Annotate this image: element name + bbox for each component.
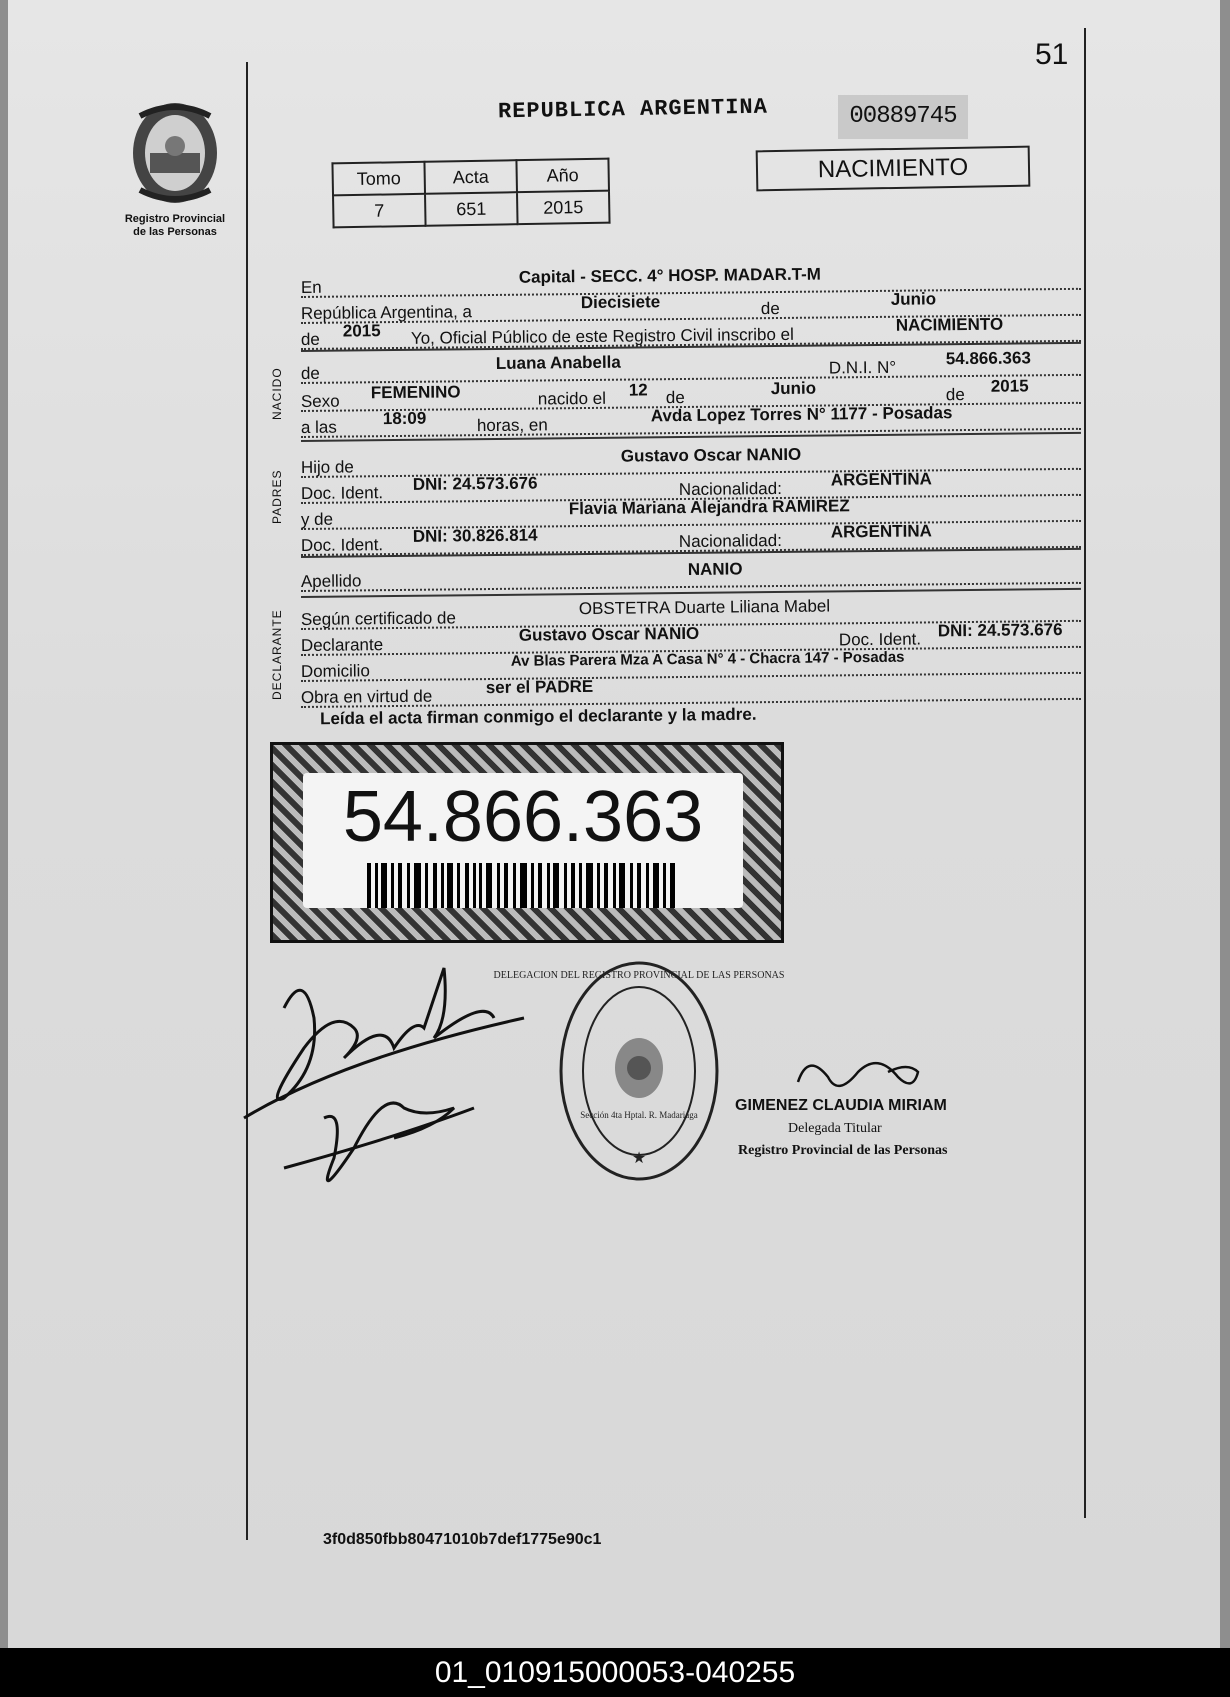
label-de-name: de <box>300 363 320 384</box>
page-number: 51 <box>1035 38 1069 71</box>
label-nacionalidad: Nacionalidad: <box>678 530 782 552</box>
value-tomo: 7 <box>333 194 426 228</box>
value-child-name: Luana Anabella <box>495 352 621 373</box>
left-margin-rule <box>246 62 248 1540</box>
value-time: 18:09 <box>382 408 427 429</box>
value-declarante: Gustavo Oscar NANIO <box>518 623 700 645</box>
signature-officer <box>788 1052 928 1102</box>
table-header-row <box>332 159 609 196</box>
logo-caption <box>108 213 242 239</box>
stamp-ring-text: DELEGACION DEL REGISTRO PROVINCIAL DE LAS PERSONAS <box>493 970 785 981</box>
document-title: REPUBLICA ARGENTINA <box>497 94 769 125</box>
label-officer: Yo, Oficial Público de este Registro Civil inscribo el <box>410 324 794 348</box>
value-father-name: Gustavo Oscar NANIO <box>620 444 802 466</box>
section-label-padres: PADRES <box>270 469 284 524</box>
value-apellido: NANIO <box>687 559 743 579</box>
file-id-strip <box>0 1648 1230 1697</box>
label-y-de: y de <box>300 509 334 530</box>
label-apellido: Apellido <box>300 571 362 592</box>
table-row <box>333 191 610 228</box>
serial-number: 00889745 <box>838 95 968 139</box>
line-apellido <box>301 558 1081 592</box>
label-horas: horas, en <box>476 415 548 436</box>
document-type-box: NACIMIENTO <box>756 146 1031 192</box>
label-de-year: de <box>300 329 320 350</box>
svg-text:★: ★ <box>631 1148 647 1167</box>
label-republica: República Argentina, a <box>300 302 473 324</box>
signatory-role: Delegada Titular <box>788 1121 882 1136</box>
value-birth-day: 12 <box>628 380 648 400</box>
header-ano: Año <box>516 159 609 193</box>
header-tomo: Tomo <box>332 162 425 196</box>
value-father-doc: DNI: 24.573.676 <box>412 473 538 494</box>
label-domicilio: Domicilio <box>300 661 370 682</box>
label-hijo-de: Hijo de <box>300 457 354 478</box>
stamp-inner-text: Sección 4ta Hptal. R. Madariaga <box>580 1110 698 1120</box>
value-birth-month: Junio <box>770 378 817 399</box>
coat-of-arms-logo <box>120 98 230 208</box>
label-en: En <box>300 277 322 298</box>
value-ano: 2015 <box>517 191 610 225</box>
section-label-nacido: NACIDO <box>270 367 284 420</box>
barcode-number: 54.866.363 <box>342 777 704 857</box>
label-de: de <box>760 298 780 319</box>
value-day: Diecisiete <box>580 292 661 313</box>
value-obra: ser el PADRE <box>485 676 594 698</box>
logo-caption-line2: de las Personas <box>133 226 217 238</box>
label-obra: Obra en virtud de <box>300 686 433 708</box>
barcode-panel <box>303 773 743 908</box>
header-acta: Acta <box>424 160 517 194</box>
label-doc-ident: Doc. Ident. <box>300 535 384 556</box>
barcode-icon <box>367 863 677 908</box>
label-certificado: Según certificado de <box>300 608 456 630</box>
value-declarante-doc: DNI: 24.573.676 <box>937 620 1063 641</box>
file-id: 01_010915000053-040255 <box>434 1656 796 1689</box>
value-certificado: OBSTETRA Duarte Liliana Mabel <box>578 596 831 619</box>
section-label-declarante: DECLARANTE <box>270 609 284 700</box>
document-hash: 3f0d850fbb80471010b7def1775e90c1 <box>323 1531 602 1548</box>
signatory-org: Registro Provincial de las Personas <box>738 1143 948 1158</box>
value-birth-place: Avda Lopez Torres N° 1177 - Posadas <box>650 403 953 426</box>
label-dni: D.N.I. N° <box>828 357 897 378</box>
closing-statement: Leída el acta firman conmigo el declarante y la madre. <box>319 704 757 729</box>
label-de-birthyear: de <box>945 385 965 405</box>
label-a-las: a las <box>300 417 337 438</box>
value-acta: 651 <box>425 192 518 226</box>
value-mother-nationality: ARGENTINA <box>830 521 932 542</box>
value-sexo: FEMENINO <box>370 382 461 403</box>
signatory-name: GIMENEZ CLAUDIA MIRIAM <box>735 1097 947 1114</box>
label-doc-ident: Doc. Ident. <box>838 629 922 650</box>
value-month: Junio <box>890 289 937 309</box>
value-mother-doc: DNI: 30.826.814 <box>412 525 538 546</box>
registry-table <box>331 158 610 229</box>
value-domicilio: Av Blas Parera Mza A Casa N° 4 - Chacra 147 - Posadas <box>510 648 905 670</box>
document-sheet <box>8 0 1220 1648</box>
label-nacido-el: nacido el <box>537 388 607 409</box>
right-margin-rule <box>1084 28 1086 1518</box>
value-child-dni: 54.866.363 <box>945 348 1031 369</box>
label-sexo: Sexo <box>300 391 340 412</box>
label-nacionalidad: Nacionalidad: <box>678 478 782 500</box>
value-mother-name: Flavia Mariana Alejandra RAMIREZ <box>568 496 850 519</box>
label-de-month: de <box>665 387 685 408</box>
value-father-nationality: ARGENTINA <box>830 469 932 490</box>
official-stamp <box>493 958 785 1184</box>
value-year: 2015 <box>342 321 381 341</box>
signature-declarante <box>244 958 534 1228</box>
label-doc-ident: Doc. Ident. <box>300 483 384 504</box>
logo-caption-line1: Registro Provincial <box>124 213 226 225</box>
barcode-label <box>270 742 784 943</box>
label-declarante: Declarante <box>300 635 384 656</box>
value-inscribo: NACIMIENTO <box>895 314 1004 335</box>
value-birth-year: 2015 <box>990 376 1029 396</box>
value-place: Capital - SECC. 4° HOSP. MADAR.T-M <box>518 264 822 287</box>
